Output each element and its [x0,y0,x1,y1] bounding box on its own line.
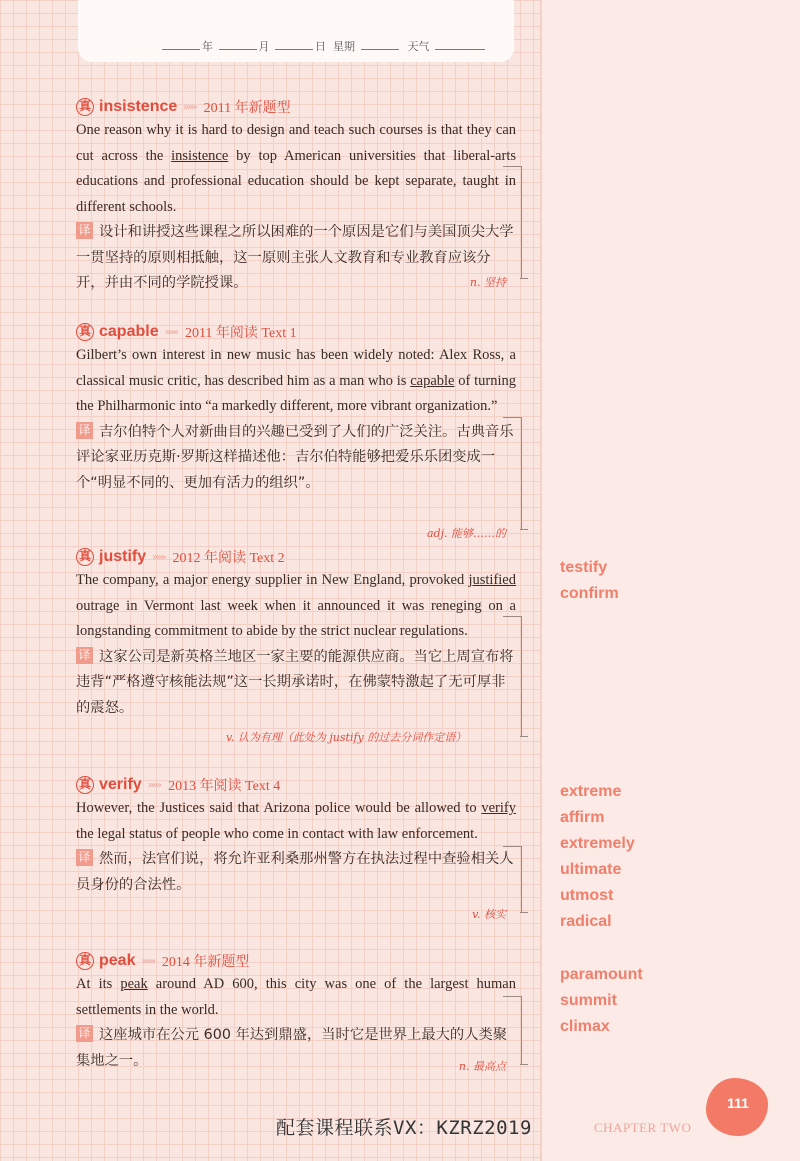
headword: insistence [99,98,178,115]
bracket-line [503,846,522,913]
synonym-group [560,779,635,935]
chinese-translation: 译 设计和讲授这些课程之所以困难的一个原因是它们与美国顶尖大学一贯坚持的原则相抵触，这一原则主张人文教育和专业教育应该分开，并由不同的学院授课。 [76,223,514,291]
chinese-translation: 译 然而，法官们说，将允许亚利桑那州警方在执法过程中查验相关人员身份的合法性。 [76,850,514,893]
month-label: 月 [258,40,270,53]
weather-label: 天气 [407,40,430,53]
exam-badge: 真 [76,952,94,970]
date-line [160,38,487,54]
arrow-icon: »»» [183,101,196,113]
source-label: 2011 年阅读 Text 1 [184,326,297,341]
synonym-word: climax [560,1018,610,1035]
source-label: 2011 年新题型 [203,101,291,116]
english-sentence: At its peak around AD 600, this city was one of the largest human settlements in the world. [76,976,516,1018]
page-number: 111 [727,1095,749,1111]
english-sentence: The company, a major energy supplier in New England, provoked justified outrage in Vermont last week when it announced it was reneging on a longstanding commitment to abide by the strict nuclear regulations. [76,572,516,639]
meaning: v. 认为有理（此处为 justify 的过去分词作定语） [226,731,467,744]
bracket-line [503,996,522,1065]
exam-badge: 真 [76,776,94,794]
source-label: 2012 年阅读 Text 2 [172,551,285,566]
bracket-line [503,166,522,279]
headword: verify [99,776,142,793]
exam-badge: 真 [76,548,94,566]
synonym-group [560,962,643,1040]
synonym-word: extremely [560,835,635,852]
translation-badge: 译 [76,849,93,866]
chapter-label: CHAPTER TWO [594,1120,692,1135]
contact-footer: 配套课程联系VX：KZRZ2019 [276,1117,532,1139]
vocab-entry [76,546,516,744]
synonym-word: confirm [560,585,619,602]
synonym-word: affirm [560,809,605,826]
headword: justify [99,548,147,565]
synonym-word: radical [560,913,612,930]
synonym-group [560,555,619,607]
headword: peak [99,952,136,969]
vocab-entry [76,774,516,921]
synonym-word: summit [560,992,617,1009]
meaning: adj. 能够……的 [426,527,506,540]
arrow-icon: »»» [141,955,154,967]
chinese-translation: 译 这座城市在公元 600 年达到鼎盛，当时它是世界上最大的人类聚集地之一。 [76,1026,508,1069]
synonym-word: testify [560,559,608,576]
arrow-icon: »»» [147,779,161,791]
translation-badge: 译 [76,647,93,664]
translation-badge: 译 [76,222,93,239]
source-label: 2013 年阅读 Text 4 [168,779,281,794]
vocab-entry [76,96,516,297]
exam-badge: 真 [76,323,94,341]
meaning: v. 核实 [472,908,506,921]
bracket-line [503,417,522,530]
translation-badge: 译 [76,422,93,439]
english-sentence: Gilbert’s own interest in new music has been widely noted: Alex Ross, a classical music critic, has described him as a man who is capable of turning the Philharmonic into “a markedly different, more vibrant organization.” [76,347,516,414]
meaning: n. 坚持 [469,276,506,289]
exam-badge: 真 [76,98,94,116]
source-label: 2014 年新题型 [161,955,250,970]
synonym-word: utmost [560,887,614,904]
vocab-entry [76,950,516,1074]
bracket-line [503,616,522,737]
arrow-icon: »»» [152,551,165,563]
weekday-label: 星期 [333,40,355,53]
headword: capable [99,323,159,340]
synonym-word: extreme [560,783,622,800]
synonym-word: ultimate [560,861,622,878]
synonym-word: paramount [560,966,643,983]
chinese-translation: 译 吉尔伯特个人对新曲目的兴趣已受到了人们的广泛关注。古典音乐评论家亚历克斯·罗斯这样描述他：吉尔伯特能够把爱乐乐团变成一个“明显不同的、更加有活力的组织”。 [76,422,514,491]
meaning: n. 最高点 [458,1060,506,1073]
translation-badge: 译 [76,1025,93,1042]
chinese-translation: 译 这家公司是新英格兰地区一家主要的能源供应商。当它上周宣布将违背“严格遵守核能法规”这一长期承诺时，在佛蒙特激起了无可厚非的震怒。 [76,647,514,716]
year-label: 年 [202,40,213,53]
day-label: 日 [315,40,326,53]
arrow-icon: »»» [164,326,177,338]
english-sentence: However, the Justices said that Arizona police would be allowed to verify the legal status of people who come in contact with law enforcement. [76,800,516,842]
english-sentence: One reason why it is hard to design and teach such courses is that they can cut across the insistence by top American universities that liberal-arts educations and professional education should be kept separate, taught in different schools. [76,122,516,215]
vocab-entry [76,321,516,540]
